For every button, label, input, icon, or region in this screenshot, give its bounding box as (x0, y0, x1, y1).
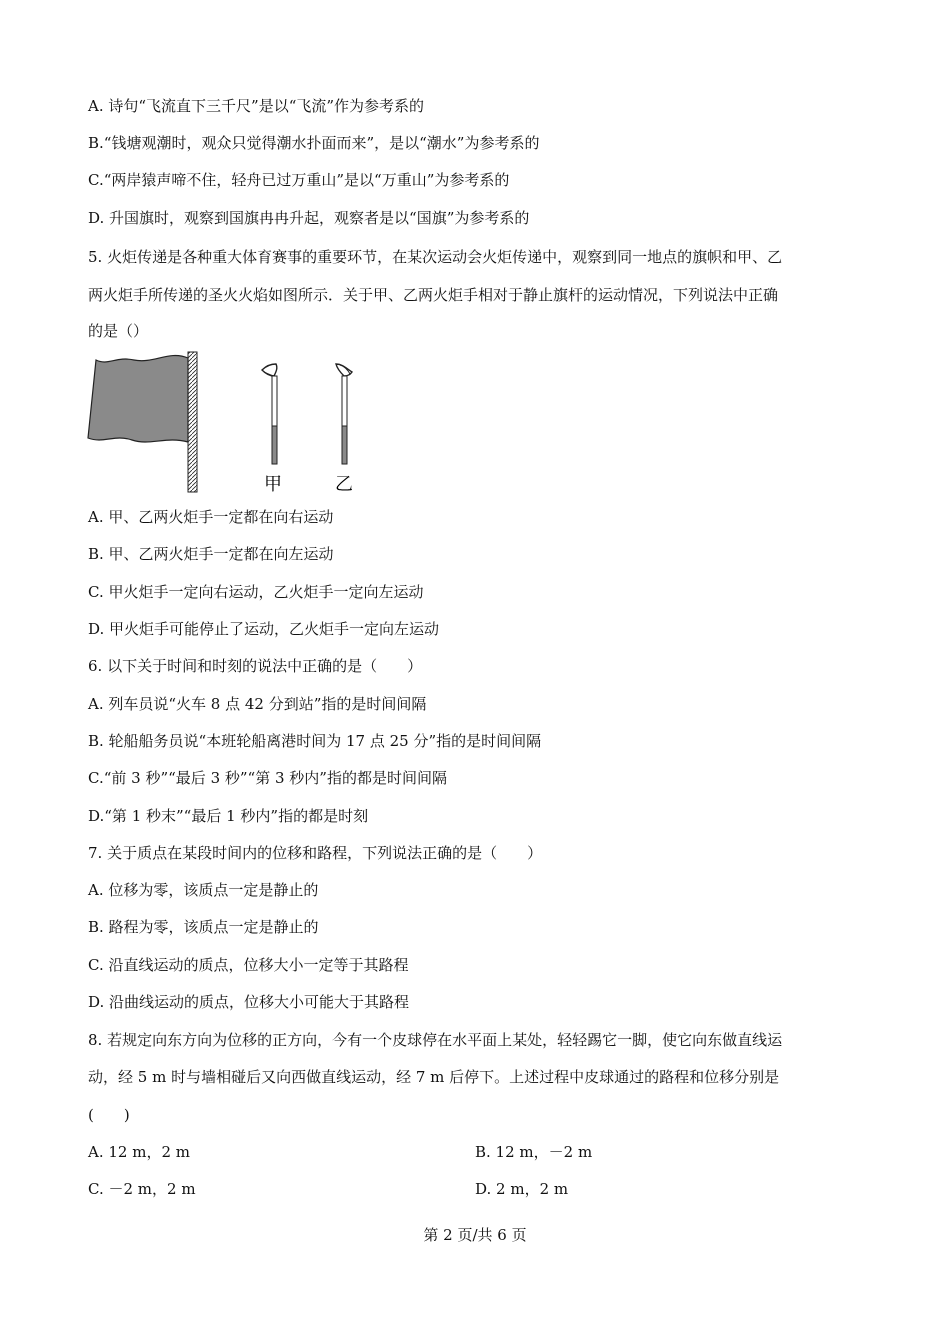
q7-option-a: A. 位移为零，该质点一定是静止的 (88, 881, 319, 899)
q4-option-a: A. 诗句“飞流直下三千尺”是以“飞流”作为参考系的 (88, 97, 425, 115)
q7-option-d: D. 沿曲线运动的质点，位移大小可能大于其路程 (88, 993, 410, 1011)
q8-option-c: C. －2 m，2 m (88, 1180, 196, 1198)
q5-option-b: B. 甲、乙两火炬手一定都在向左运动 (88, 545, 334, 563)
q5-option-d: D. 甲火炬手可能停止了运动，乙火炬手一定向左运动 (88, 620, 440, 638)
q5-option-a: A. 甲、乙两火炬手一定都在向右运动 (88, 508, 334, 526)
flag-torch-figure (84, 350, 384, 495)
q8-stem-line-2: 动，经 5 m 时与墙相碰后又向西做直线运动，经 7 m 后停下。上述过程中皮球通过的路程和位移分别是 (88, 1068, 780, 1086)
q7-option-c: C. 沿直线运动的质点，位移大小一定等于其路程 (88, 956, 409, 974)
q5-stem-line-3: 的是（） (88, 322, 149, 340)
q4-option-c: C.“两岸猿声啼不住，轻舟已过万重山”是以“万重山”为参考系的 (88, 171, 510, 189)
q8-option-d: D. 2 m，2 m (475, 1180, 569, 1198)
flagpole (188, 352, 197, 492)
flag-cloth (88, 355, 188, 442)
torch-label-yi: 乙 (335, 474, 353, 495)
torch-jia (262, 364, 277, 464)
torch-yi (336, 364, 352, 464)
q6-stem: 6. 以下关于时间和时刻的说法中正确的是（ ） (88, 657, 423, 675)
q8-option-a: A. 12 m，2 m (88, 1143, 190, 1161)
torch-label-jia: 甲 (264, 474, 282, 495)
q5-stem-line-1: 5. 火炬传递是各种重大体育赛事的重要环节，在某次运动会火炬传递中，观察到同一地点的旗帜和甲、乙 (88, 248, 783, 266)
q8-stem-line-1: 8. 若规定向东方向为位移的正方向，今有一个皮球停在水平面上某处，轻轻踢它一脚，使它向东做直线运 (88, 1031, 783, 1049)
q5-stem-line-2: 两火炬手所传递的圣火火焰如图所示．关于甲、乙两火炬手相对于静止旗杆的运动情况，下列说法中正确 (88, 286, 779, 304)
q6-option-d: D.“第 1 秒末”“最后 1 秒内”指的都是时刻 (88, 807, 369, 825)
page-footer: 第 2 页/共 6 页 (423, 1226, 527, 1244)
q7-option-b: B. 路程为零，该质点一定是静止的 (88, 918, 319, 936)
q8-option-b: B. 12 m，－2 m (475, 1143, 593, 1161)
q7-stem: 7. 关于质点在某段时间内的位移和路程，下列说法正确的是（ ） (88, 844, 543, 862)
q4-option-d: D. 升国旗时，观察到国旗冉冉升起，观察者是以“国旗”为参考系的 (88, 209, 530, 227)
q8-stem-line-3: ( ) (88, 1106, 130, 1124)
q5-option-c: C. 甲火炬手一定向右运动，乙火炬手一定向左运动 (88, 583, 424, 601)
q4-option-b: B.“钱塘观潮时，观众只觉得潮水扑面而来”，是以“潮水”为参考系的 (88, 134, 540, 152)
q6-option-c: C.“前 3 秒”“最后 3 秒”“第 3 秒内”指的都是时间间隔 (88, 769, 447, 787)
q6-option-a: A. 列车员说“火车 8 点 42 分到站”指的是时间间隔 (88, 695, 427, 713)
q6-option-b: B. 轮船船务员说“本班轮船离港时间为 17 点 25 分”指的是时间间隔 (88, 732, 542, 750)
